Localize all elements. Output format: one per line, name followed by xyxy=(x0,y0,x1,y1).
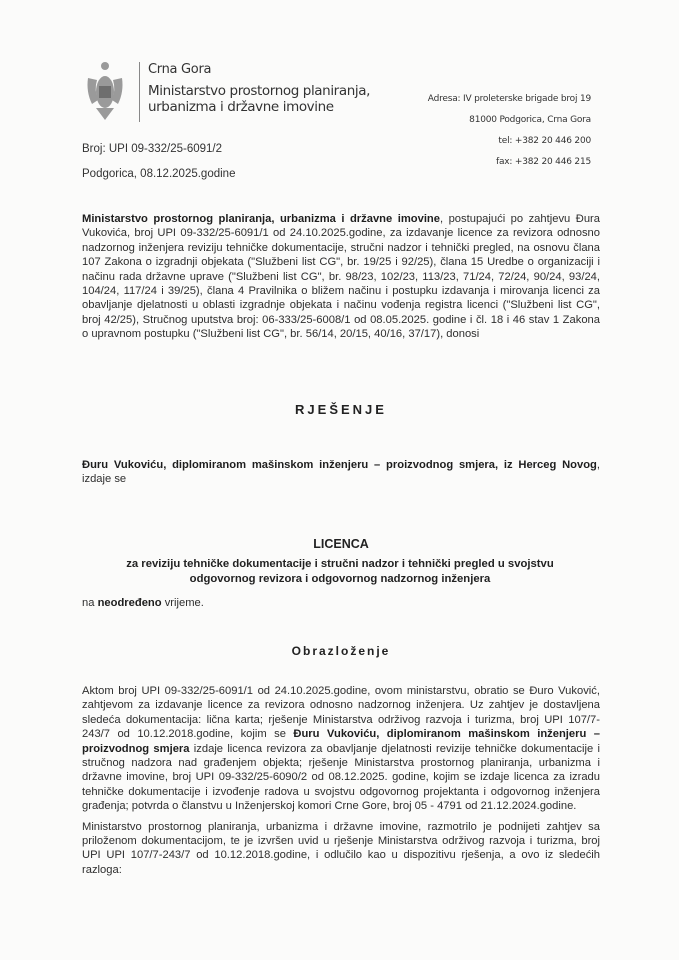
reasoning-p1-bold: Đuru Vukoviću, diplomiranom mašinskom inženjeru – proizvodnog smjera xyxy=(82,728,600,755)
license-title: LICENCA xyxy=(313,537,369,551)
coat-of-arms-logo xyxy=(84,60,126,124)
intro-paragraph xyxy=(82,212,600,348)
decision-title: RJEŠENJE xyxy=(295,402,387,417)
license-duration xyxy=(82,596,600,610)
duration-post: vrijeme. xyxy=(161,597,204,609)
recipient-name: Đuru Vukoviću, diplomiranom mašinskom inženjeru – proizvodnog smjera, iz Herceg Novog xyxy=(82,459,597,471)
reasoning-paragraph-1 xyxy=(82,684,600,814)
reasoning-p1-b: izdaje licenca revizora za obavljanje djelatnosti revizije tehničke dokumentacije i stručnog nadzora nad građenjem objekta; rješenje Ministarstva prostornog planiranja, urbanizma i državne imovine, broj UPI 09-332/25-6090/2 od 08.12.2025. godine, kojim se izdaje licenca za izradu tehničke dokumentacije i izvođenje radova u svojstvu odgovornog projektanta i odgovornog inženjera građenja; potvrda o članstvu u Inženjerskoj komori Crne Gore, broj 05 - 4791 od 21.12.2024.godine. xyxy=(82,742,600,813)
recipient-paragraph xyxy=(82,458,600,493)
city: 81000 Podgorica, Crna Gora xyxy=(469,115,591,125)
reasoning-title: Obrazloženje xyxy=(291,644,391,658)
country-name: Crna Gora xyxy=(148,62,212,77)
intro-text: , postupajući po zahtjevu Đura Vukovića, broj UPI 09-332/25-6091/1 od 24.10.2025.godine, za izdavanje licence za revizora odnosno nadzornog inženjera reviziju tehničke dokumentacije, stručni nadzor i tehnički pregled, na osnovu člana 107 Zakona o izgradnji objekata ("Službeni list CG", br. 19/25 i 92/25), člana 15 Uredbe o organizaciji i načinu rada državne uprave ("Službeni list CG", br. 98/23, 102/23, 113/23, 71/24, 72/24, 90/24, 93/24, 104/24, 117/24 i 39/25), člana 4 Pravilnika o bližem načinu i postupku izdavanja i mirovanja licenci za obavljanje djelatnosti u oblasti izgradnje objekata i načinu vođenja registra licenci ("Službeni list CG", broj 42/25), Stručnog uputstva broj: 06-333/25-6008/1 od 08.05.2025. godine i čl. 18 i 46 stav 1 Zakona o upravnom postupku ("Službeni list CG", br. 56/14, 20/15, 40/16, 37/17), donosi xyxy=(82,213,600,341)
place-date: Podgorica, 08.12.2025.godine xyxy=(82,168,236,180)
document-number: Broj: UPI 09-332/25-6091/2 xyxy=(82,143,223,155)
reasoning-p1-a: Aktom broj UPI 09-332/25-6091/1 od 24.10.2025.godine, ovom ministarstvu, obratio se Đuro Vuković, zahtjevom za izdavanje licence za revizora odnosno nadzornog inženjera. Uz zahtjev je dostavljena sledeća dokumentacija: lična karta; rješenje Ministarstva održivog razvoja i turizma, broj UPI 107/7-243/7 od 10.12.2018.godine, kojim se xyxy=(82,685,600,741)
telephone: tel: +382 20 446 200 xyxy=(498,136,591,146)
recipient-text: , izdaje se xyxy=(82,459,600,486)
duration-value: neodređeno xyxy=(97,597,162,609)
ministry-name-line1: Ministarstvo prostornog planiranja, xyxy=(148,83,370,99)
ministry-header xyxy=(148,62,370,115)
duration-pre: na xyxy=(82,597,98,609)
reasoning-paragraph-2: Ministarstvo prostornog planiranja, urbanizma i državne imovine, razmotrilo je podnijeti zahtjev sa priloženom dokumentacijom, te je izvršen uvid u rješenje Ministarstva održivog razvoja i turizma, broj UPI UPI 107/7-243/7 od 10.12.2018.godine, i odlučilo kao u dispozitivu rješenja, a ovo iz sledećih razloga: xyxy=(82,820,600,876)
ministry-name-line2: urbanizma i državne imovine xyxy=(148,99,334,115)
license-subtitle: za reviziju tehničke dokumentacije i stručni nadzor i tehnički pregled u svojstvu odgovornog revizora i odgovornog nadzornog inženjera xyxy=(126,558,554,585)
intro-ministry: Ministarstvo prostornog planiranja, urbanizma i državne imovine xyxy=(82,213,440,225)
address: Adresa: IV proleterske brigade broj 19 xyxy=(427,94,591,104)
header-divider xyxy=(139,62,140,122)
reasoning-body xyxy=(82,684,600,883)
fax: fax: +382 20 446 215 xyxy=(495,157,591,167)
contact-block xyxy=(428,89,591,173)
